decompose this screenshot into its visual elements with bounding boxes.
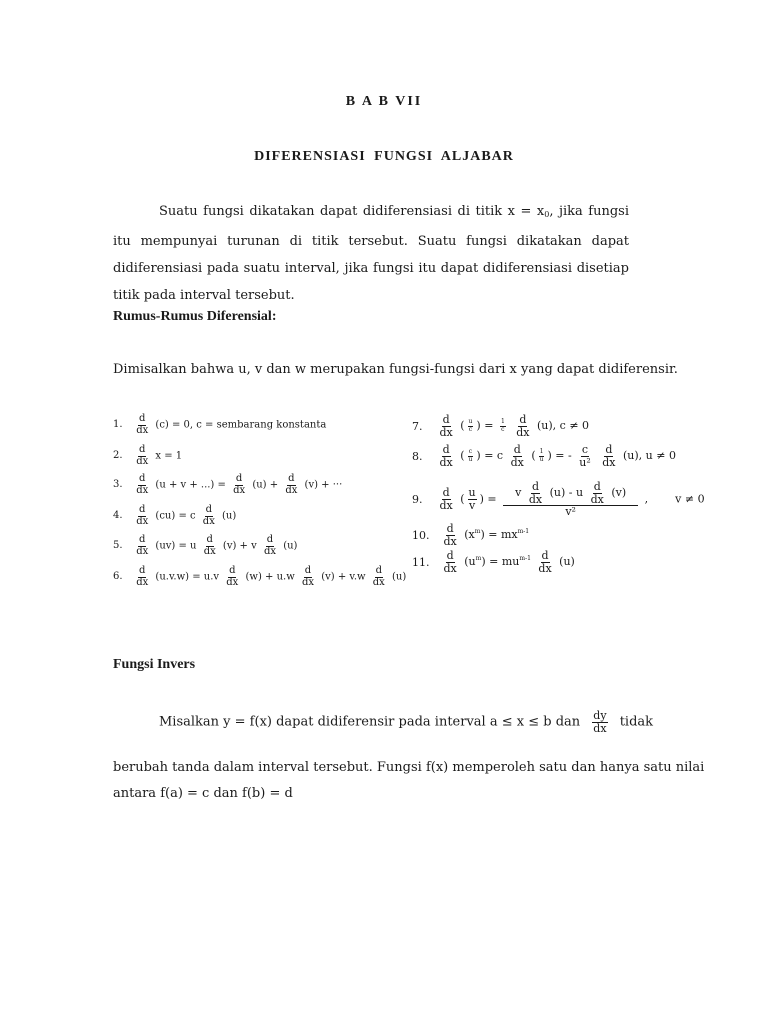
derivative-operator: $\frac{d}{dx}$	[233, 473, 246, 496]
formula-text: (u + v + ...) =	[155, 479, 226, 491]
chapter-title: B A B VII	[345, 94, 423, 109]
derivative-operator: $\frac{d}{dx}$	[136, 444, 149, 467]
intro-subscript: 0	[544, 210, 550, 219]
heading-fungsi-invers: Fungsi Invers	[113, 657, 196, 672]
derivative-operator: $\frac{d}{dx}$	[590, 480, 604, 506]
formula-text: x = 1	[155, 450, 183, 462]
derivative-operator: $\frac{d}{dx}$	[528, 480, 543, 506]
formula-11	[412, 550, 575, 574]
formula-text: ) =	[479, 492, 497, 506]
formula-text: ) = -	[547, 449, 572, 463]
formula-1	[113, 414, 326, 436]
fraction-u-over-v: $\frac{u}{v}$	[468, 486, 476, 512]
formula-text: (v) + v	[222, 540, 257, 552]
formula-7	[412, 414, 589, 438]
derivative-operator: $\frac{d}{dx}$	[538, 549, 552, 575]
formula-number: 11.	[412, 555, 430, 569]
invers-line-1	[159, 710, 653, 734]
derivative-operator: $\frac{d}{dx}$	[136, 413, 149, 436]
formula-number: 10.	[412, 528, 430, 542]
derivative-operator: $\frac{d}{dx}$	[439, 413, 453, 439]
formula-text: (v) + ···	[304, 479, 343, 491]
quotient-numerator: v	[515, 486, 522, 500]
quotient-numerator: (u) - u	[549, 486, 584, 500]
derivative-operator: $\frac{d}{dx}$	[510, 443, 524, 469]
formula-text: (uv) = u	[155, 540, 197, 552]
formula-text: ) = mu	[481, 555, 520, 569]
invers-line-2: berubah tanda dalam interval tersebut. Fungsi f(x) memperoleh satu dan hanya satu nilai	[113, 760, 705, 775]
fraction-1-over-c: $\frac{1}{c}$	[500, 418, 505, 433]
formula-text: (	[460, 419, 465, 433]
formula-number: 5.	[113, 540, 123, 551]
quotient-rule-fraction	[503, 481, 638, 518]
formula-number: 7.	[412, 419, 423, 433]
heading-rumus: Rumus-Rumus Diferensial:	[113, 309, 277, 324]
formula-number: 1.	[113, 419, 123, 430]
formula-10	[412, 523, 529, 547]
formula-text: (	[460, 449, 465, 463]
intro-text-1: Suatu fungsi dikatakan dapat didiferensiasi di titik x = x	[159, 204, 545, 219]
derivative-operator: $\frac{d}{dx}$	[203, 534, 216, 557]
formula-text: ) = c	[476, 449, 504, 463]
assumption-text: Dimisalkan bahwa u, v dan w merupakan fungsi-fungsi dari x yang dapat didiferensir.	[113, 362, 678, 377]
formula-3	[113, 474, 342, 496]
formula-9	[412, 481, 705, 518]
formula-number: 9.	[412, 492, 423, 506]
formula-text: (v) + v.w	[321, 571, 366, 583]
formula-text: (u), c ≠ 0	[537, 419, 590, 433]
exponent: m-1	[517, 528, 530, 536]
derivative-operator: $\frac{d}{dx}$	[136, 565, 149, 588]
formula-number: 8.	[412, 449, 423, 463]
formula-text: (u) +	[252, 479, 279, 491]
formula-text: ) = mx	[480, 528, 518, 542]
dy-dx-fraction: $\frac{dy}{dx}$	[593, 709, 607, 735]
formula-text: (u)	[283, 540, 298, 552]
formula-text: (c) = 0, c = sembarang konstanta	[155, 419, 327, 431]
derivative-operator: $\frac{d}{dx}$	[443, 522, 457, 548]
derivative-operator: $\frac{d}{dx}$	[202, 504, 215, 527]
formula-text: (cu) = c	[155, 510, 196, 522]
formula-text: (u.v.w) = u.v	[155, 571, 220, 583]
derivative-operator: $\frac{d}{dx}$	[602, 443, 616, 469]
exponent: m-1	[519, 555, 531, 563]
formula-2	[113, 445, 182, 467]
formula-4	[113, 505, 236, 527]
formula-text: ,	[644, 492, 649, 506]
fraction-c-over-u-squared: $\frac{c}{\text{u²}}$	[579, 443, 591, 469]
formula-text: (u)	[392, 571, 407, 583]
formula-8	[412, 444, 676, 468]
formula-text: (u), u ≠ 0	[622, 449, 676, 463]
invers-text: tidak	[619, 714, 654, 730]
formula-number: 3.	[113, 479, 123, 490]
derivative-operator: $\frac{d}{dx}$	[372, 565, 385, 588]
formula-number: 2.	[113, 450, 123, 461]
formula-number: 6.	[113, 571, 123, 582]
derivative-operator: $\frac{d}{dx}$	[136, 473, 149, 496]
derivative-operator: $\frac{d}{dx}$	[285, 473, 298, 496]
formula-text: (w) + u.w	[245, 571, 295, 583]
formula-condition: v ≠ 0	[675, 492, 705, 506]
derivative-operator: $\frac{d}{dx}$	[263, 534, 276, 557]
section-title: DIFERENSIASI FUNGSI ALJABAR	[254, 149, 514, 164]
derivative-operator: $\frac{d}{dx}$	[136, 504, 149, 527]
derivative-operator: $\frac{d}{dx}$	[226, 565, 239, 588]
derivative-operator: $\frac{d}{dx}$	[301, 565, 314, 588]
exponent: m	[475, 555, 482, 563]
formula-text: (u	[464, 555, 476, 569]
formula-text: (	[460, 492, 465, 506]
formula-text: ) =	[476, 419, 494, 433]
exponent: m	[474, 528, 481, 536]
invers-text: Misalkan y = f(x) dapat didiferensir pada interval a ≤ x ≤ b dan	[159, 714, 581, 730]
formula-number: 4.	[113, 510, 123, 521]
derivative-operator: $\frac{d}{dx}$	[443, 549, 457, 575]
quotient-denominator: v²	[565, 505, 576, 519]
formula-text: (u)	[222, 510, 237, 522]
formula-5	[113, 535, 297, 557]
quotient-numerator: (v)	[611, 486, 627, 500]
intro-paragraph	[113, 198, 629, 309]
formula-text: (x	[464, 528, 475, 542]
fraction-1-over-u: $\frac{1}{u}$	[539, 448, 544, 463]
intro-text-2: , jika fungsi itu mempunyai turunan di titik tersebut. Suatu fungsi dikatakan dapat didiferensiasi pada suatu interval, jika fungsi itu dapat didiferensiasi disetiap titik pada interval tersebut.	[113, 204, 629, 303]
formula-text: (	[531, 449, 536, 463]
invers-line-3: antara f(a) = c dan f(b) = d	[113, 786, 293, 801]
derivative-operator: $\frac{d}{dx}$	[439, 443, 453, 469]
derivative-operator: $\frac{d}{dx}$	[136, 534, 149, 557]
formula-6	[113, 566, 406, 588]
derivative-operator: $\frac{d}{dx}$	[439, 486, 453, 512]
formula-text: (u)	[559, 555, 575, 569]
fraction-u-over-c: $\frac{u}{c}$	[468, 418, 473, 433]
fraction-c-over-u: $\frac{c}{u}$	[468, 448, 473, 463]
derivative-operator: $\frac{d}{dx}$	[516, 413, 530, 439]
